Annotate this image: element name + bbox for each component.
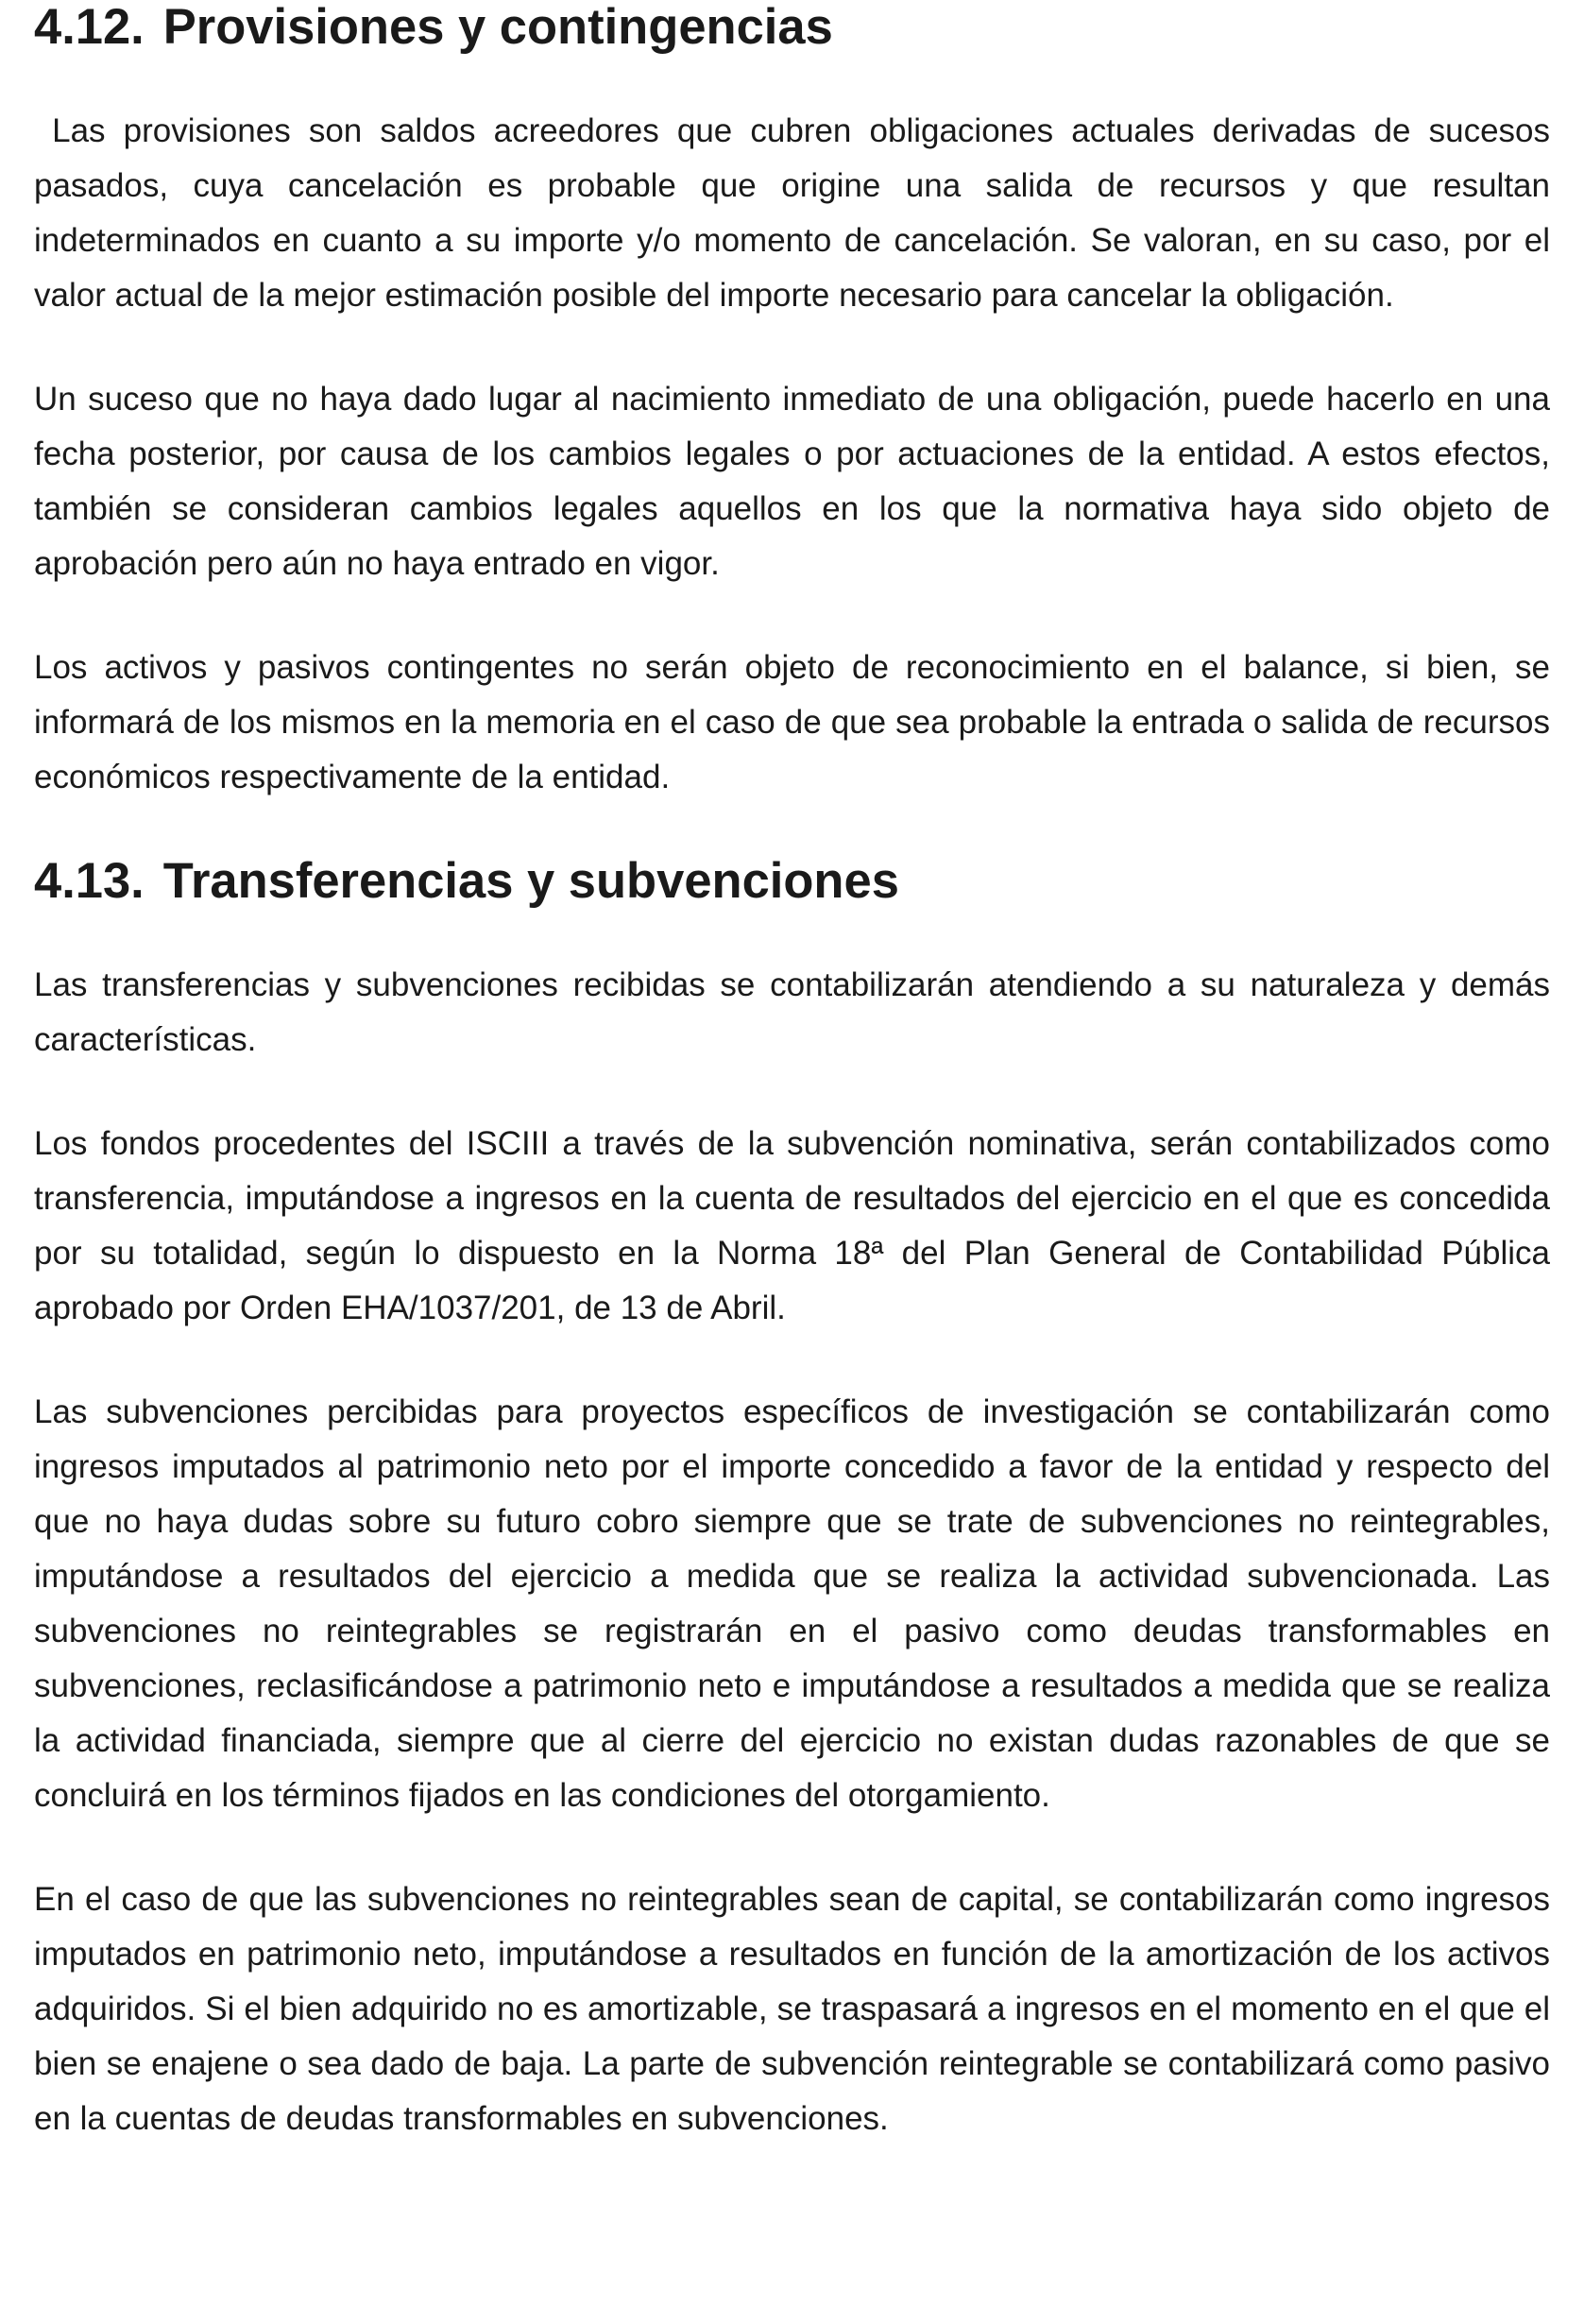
section-heading-4-12 — [34, 0, 1550, 55]
paragraph-contingentes: Los activos y pasivos contingentes no serán objeto de reconocimiento en el balance, si bien, se informará de los mismos en la memoria en el caso de que sea probable la entrada o salida de recursos económicos respectivamente de la entidad. — [34, 649, 1550, 795]
paragraph-fondos-isciii: Los fondos procedentes del ISCIII a través de la subvención nominativa, serán contabilizados como transferencia, imputándose a ingresos en la cuenta de resultados del ejercicio en el que es concedida por su totalidad, según lo dispuesto en la Norma 18ª del Plan General de Contabilidad Pública aprobado por Orden EHA/1037/201, de 13 de Abril. — [34, 1125, 1550, 1326]
section-title: Provisiones y contingencias — [162, 0, 833, 55]
section-heading-4-13 — [34, 854, 1550, 909]
section-number: 4.13. — [34, 853, 145, 909]
paragraph-suceso: Un suceso que no haya dado lugar al nacimiento inmediato de una obligación, puede hacerlo en una fecha posterior, por causa de los cambios legales o por actuaciones de la entidad. A estos efectos, también se consideran cambios legales aquellos en los que la normativa haya sido objeto de aprobación pero aún no haya entrado en vigor. — [34, 381, 1550, 582]
paragraph-transferencias: Las transferencias y subvenciones recibidas se contabilizarán atendiendo a su naturaleza y demás características. — [34, 966, 1550, 1058]
paragraph-provisiones: Las provisiones son saldos acreedores que cubren obligaciones actuales derivadas de sucesos pasados, cuya cancelación es probable que origine una salida de recursos y que resultan indeterminados en cuanto a su importe y/o momento de cancelación. Se valoran, en su caso, por el valor actual de la mejor estimación posible del importe necesario para cancelar la obligación. — [34, 112, 1559, 314]
section-number: 4.12. — [34, 0, 145, 55]
document-page — [34, 0, 1559, 2146]
paragraph-subvenciones-proyectos: Las subvenciones percibidas para proyectos específicos de investigación se contabilizarán como ingresos imputados al patrimonio neto por el importe concedido a favor de la entidad y respecto del que no haya dudas sobre su futuro cobro siempre que se trate de subvenciones no reintegrables, imputándose a resultados del ejercicio a medida que se realiza la actividad subvencionada. Las subvenciones no reintegrables se registrarán en el pasivo como deudas transformables en subvenciones, reclasificándose a patrimonio neto e imputándose a resultados a medida que se realiza la actividad financiada, siempre que al cierre del ejercicio no existan dudas razonables de que se concluirá en los términos fijados en las condiciones del otorgamiento. — [34, 1393, 1550, 1814]
paragraph-subvenciones-capital: En el caso de que las subvenciones no reintegrables sean de capital, se contabilizarán como ingresos imputados en patrimonio neto, imputándose a resultados en función de la amortización de los activos adquiridos. Si el bien adquirido no es amortizable, se traspasará a ingresos en el momento en el que el bien se enajene o sea dado de baja. La parte de subvención reintegrable se contabilizará como pasivo en la cuentas de deudas transformables en subvenciones. — [34, 1881, 1550, 2137]
section-title: Transferencias y subvenciones — [162, 853, 899, 909]
